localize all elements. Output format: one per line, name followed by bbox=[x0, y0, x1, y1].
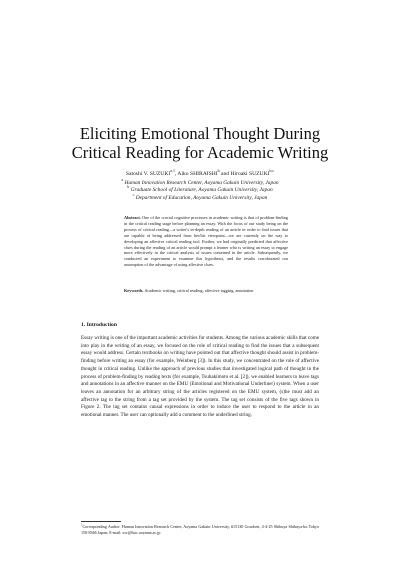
footnote-text: Corresponding Author: Human Innovation Research Center, Aoyama Gakuin University, #15130 Gouchen, 4-4-25 Shibuya Shibuya-ku Tokyo 150-8366 Japan; E-mail: ssv@hirc.aoyama.ac.jp bbox=[81, 524, 319, 535]
keywords bbox=[124, 288, 294, 294]
author-affiliation-mark: a,1 bbox=[170, 169, 175, 174]
abstract-label: Abstract. bbox=[124, 215, 141, 220]
affiliation-text: Department of Education, Aoyama Gakuin University, Japan bbox=[135, 194, 268, 201]
author-list bbox=[40, 171, 360, 178]
author-name: and Hiroaki SUZUKI bbox=[219, 171, 270, 177]
author-name: Satoshi V. SUZUKI bbox=[125, 171, 171, 177]
keywords-label: Keywords. bbox=[124, 288, 144, 293]
affiliation-line bbox=[40, 187, 360, 194]
affiliation-mark: b bbox=[127, 185, 130, 190]
title-line-2: Critical Reading for Academic Writing bbox=[71, 143, 329, 162]
footnote-mark: 1 bbox=[81, 522, 83, 527]
affiliation-mark: c bbox=[132, 192, 135, 197]
author-affiliation-mark: b bbox=[217, 169, 220, 174]
section-heading: 1. Introduction bbox=[81, 322, 117, 328]
abstract bbox=[124, 215, 288, 268]
author-name: , Aiko SHIRAISHI bbox=[174, 171, 218, 177]
title-line-1: Eliciting Emotional Thought During bbox=[79, 124, 321, 143]
footnote bbox=[81, 524, 319, 535]
footnote-divider bbox=[81, 521, 121, 522]
affiliation-text: Human Innovation Research Center, Aoyama Gakuin University, Japan bbox=[124, 180, 279, 186]
keywords-text: Academic writing, critical reading, affective tagging, annotation bbox=[144, 288, 254, 293]
affiliation-list bbox=[40, 180, 360, 202]
affiliation-line bbox=[40, 192, 360, 202]
author-affiliation-mark: b,c bbox=[269, 169, 275, 174]
paper-title bbox=[40, 124, 360, 162]
introduction-paragraph: Essay writing is one of the important academic activities for students. Among the various academic skills that come into play in the writing of an essay, we focused on the role of critical reading to find the issues that a subsequent essay would address. Certain textbooks on writing have pointed out that affective thought should assist in problem-finding before writing an essay (for example, Weinberg [3]). In this study, we concentrated on the role of affective thought in critical reading. Unlike the approach of previous studies that investigated logical path of thought in the process of problem-finding by reading texts (for example, Tsubakimoto et al. [2]), we enabled learners to leave tags and annotations in an affective manner on the EMU (Emotional and Motivational Underliner) system. When a user leaves an annotation for an arbitrary string of the articles registered on the EMU system, (s)he must add an affective tag to the string from a tag set provided by the system. The tag set consists of the five tags shown in Figure 2. The tag set contains causal expressions in order to induce the user to respond to the article in an emotional manner. The user can optionally add a comment to the underlined string. bbox=[81, 335, 319, 419]
affiliation-mark: a bbox=[121, 178, 124, 183]
abstract-text: One of the crucial cognitive processes in academic writing is that of problem-finding in the critical reading stage before planning an essay. With the focus of our study being on the process of critical reading—a writer's in-depth reading of an article in order to find issues that are capable of being addressed from her/his viewpoint—we are currently on the way to developing an affective critical reading tool. Further, we had originally predicted that affective clues during the reading of an article would prompt a learner who is writing an essay to engage more effectively in the critical analysis of issues contained in the article. Subsequently, we conducted an experiment to examine this hypothesis, and the results corroborated our assumption of the advantage of using affective clues. bbox=[124, 215, 288, 268]
affiliation-text: Graduate School of Literature, Aoyama Gakuin University, Japan bbox=[130, 187, 273, 194]
